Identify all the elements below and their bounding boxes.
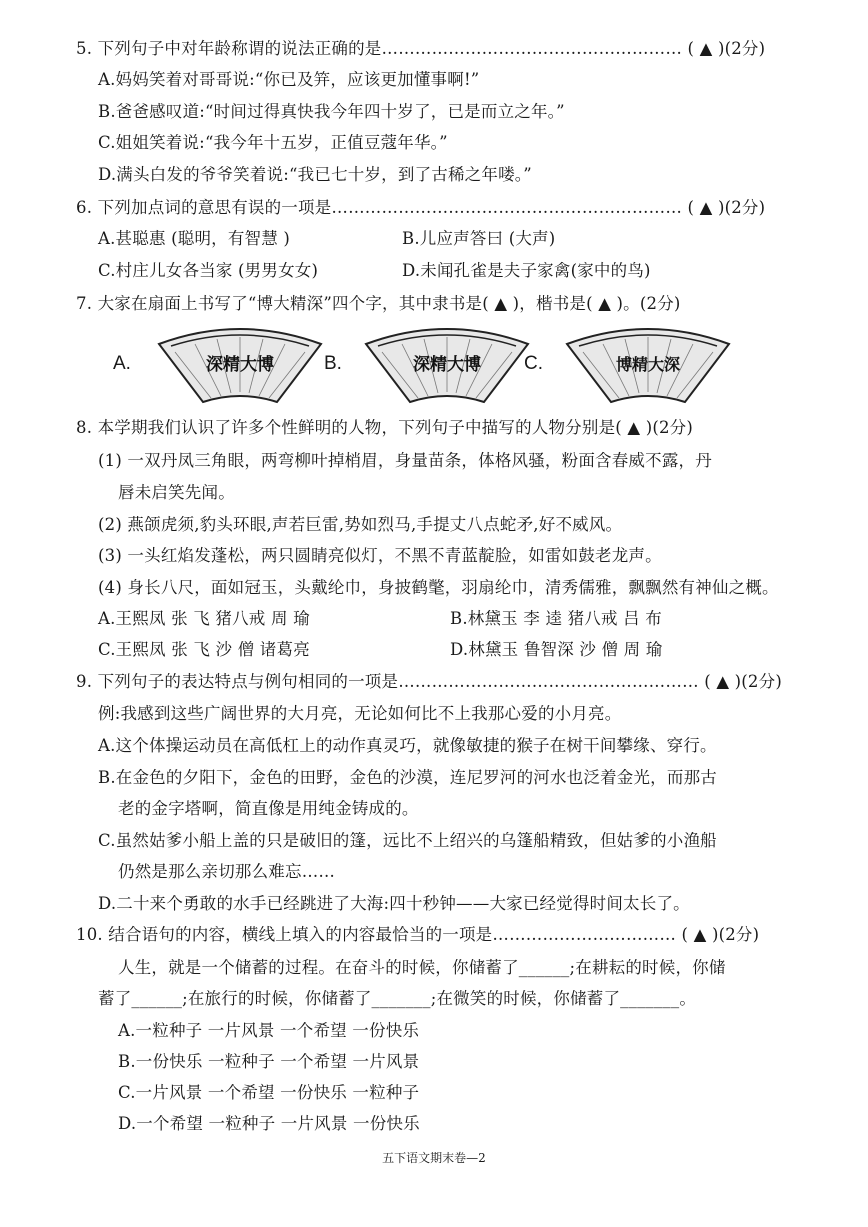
q7-label-a: A. <box>113 353 131 374</box>
q8-option-c: C.王熙凤 张 飞 沙 僧 诸葛亮 <box>98 640 310 659</box>
q10-passage-2: 蓄了______;在旅行的时候，你储蓄了_______;在微笑的时候，你储蓄了_______。 <box>98 989 697 1008</box>
fan-a-image <box>155 322 325 408</box>
q9-stem: 9. 下列句子的表达特点与例句相同的一项是……………………………………………… ( ▲ )(2分) <box>76 672 782 691</box>
q5-option-d: D.满头白发的爷爷笑着说:“我已七十岁，到了古稀之年喽。” <box>98 165 532 184</box>
q8-sentence-3: (3) 一头红焰发蓬松，两只圆睛亮似灯，不黑不青蓝靛脸，如雷如鼓老龙声。 <box>98 546 662 565</box>
q8-sentence-2: (2) 燕颌虎须,豹头环眼,声若巨雷,势如烈马,手提丈八点蛇矛,好不威风。 <box>98 515 623 534</box>
q7-stem: 7. 大家在扇面上书写了“博大精深”四个字，其中隶书是( ▲ )，楷书是( ▲ )。(2分) <box>76 294 681 313</box>
fan-b-text: 深精大博 <box>413 355 481 375</box>
q10-option-d: D.一个希望 一粒种子 一片风景 一份快乐 <box>118 1114 420 1133</box>
q7-label-b: B. <box>324 353 342 374</box>
q9-option-c: C.虽然姑爹小船上盖的只是破旧的篷，远比不上绍兴的乌篷船精致，但姑爹的小渔船 <box>98 831 717 850</box>
fan-c-text: 博精大深 <box>615 355 681 374</box>
q5-option-c: C.姐姐笑着说:“我今年十五岁，正值豆蔻年华。” <box>98 133 448 152</box>
q6-stem: 6. 下列加点词的意思有误的一项是……………………………………………………… ( ▲ )(2分) <box>76 198 766 217</box>
q9-option-d: D.二十来个勇敢的水手已经跳进了大海:四十秒钟——大家已经觉得时间太长了。 <box>98 894 690 913</box>
q8-sentence-4: (4) 身长八尺，面如冠玉，头戴纶巾，身披鹤氅，羽扇纶巾，清秀儒雅，飘飘然有神仙之概。 <box>98 578 779 597</box>
fan-a-text: 深精大博 <box>206 355 274 375</box>
q5-option-b: B.爸爸感叹道:“时间过得真快我今年四十岁了，已是而立之年。” <box>98 102 565 121</box>
q9-option-a: A.这个体操运动员在高低杠上的动作真灵巧，就像敏捷的猴子在树干间攀缘、穿行。 <box>98 736 717 755</box>
q7-label-c: C. <box>524 353 543 374</box>
q9-option-b-cont: 老的金字塔啊，简直像是用纯金铸成的。 <box>118 799 419 818</box>
q8-option-b: B.林黛玉 李 逵 猪八戒 吕 布 <box>450 609 662 628</box>
q10-option-c: C.一片风景 一个希望 一份快乐 一粒种子 <box>118 1083 420 1102</box>
q6-option-b: B.儿应声答曰 (大声) <box>402 229 556 248</box>
q8-sentence-1-cont: 唇未启笑先闻。 <box>118 483 235 502</box>
q6-option-c: C.村庄儿女各当家 (男男女女) <box>98 261 319 280</box>
page-footer: 五下语文期末卷—2 <box>382 1151 486 1165</box>
q5-stem: 5. 下列句子中对年龄称谓的说法正确的是……………………………………………… ( ▲ )(2分) <box>76 39 766 58</box>
q10-option-b: B.一份快乐 一粒种子 一个希望 一片风景 <box>118 1052 420 1071</box>
q10-stem: 10. 结合语句的内容，横线上填入的内容最恰当的一项是…………………………… ( ▲ )(2分) <box>76 925 760 944</box>
q9-option-c-cont: 仍然是那么亲切那么难忘…… <box>118 862 336 881</box>
q9-option-b: B.在金色的夕阳下，金色的田野，金色的沙漠，连尼罗河的河水也泛着金光，而那古 <box>98 768 717 787</box>
q8-option-d: D.林黛玉 鲁智深 沙 僧 周 瑜 <box>450 640 663 659</box>
q10-passage-1: 人生，就是一个储蓄的过程。在奋斗的时候，你储蓄了______;在耕耘的时候，你储 <box>118 958 726 977</box>
fan-b-image <box>362 322 532 408</box>
q8-stem: 8. 本学期我们认识了许多个性鲜明的人物，下列句子中描写的人物分别是( ▲ )(2分) <box>76 418 694 437</box>
q10-option-a: A.一粒种子 一片风景 一个希望 一份快乐 <box>118 1021 420 1040</box>
q6-option-d: D.未闻孔雀是夫子家禽(家中的鸟) <box>402 261 651 280</box>
q5-option-a: A.妈妈笑着对哥哥说:“你已及笄，应该更加懂事啊!” <box>98 70 480 89</box>
fan-c-image <box>563 322 733 408</box>
q8-option-a: A.王熙凤 张 飞 猪八戒 周 瑜 <box>98 609 310 628</box>
q8-sentence-1: (1) 一双丹凤三角眼，两弯柳叶掉梢眉，身量苗条，体格风骚，粉面含春威不露，丹 <box>98 451 712 470</box>
q6-option-a: A.甚聪惠 (聪明，有智慧 ) <box>98 229 291 248</box>
q9-example: 例:我感到这些广阔世界的大月亮，无论如何比不上我那心爱的小月亮。 <box>98 704 622 723</box>
